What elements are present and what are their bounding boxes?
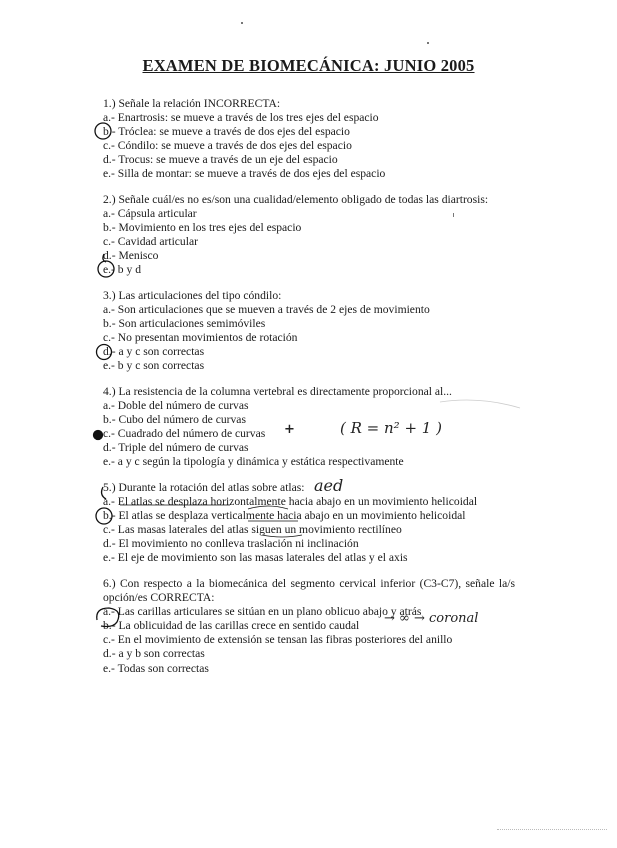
option-b: b.- Son articulaciones semimóviles [103, 317, 266, 331]
scan-speck [453, 213, 454, 217]
option-a: a.- Las carillas articulares se sitúan en un plano oblicuo abajo y atrás [103, 605, 422, 619]
option-e: e.- b y c son correctas [103, 359, 205, 373]
option-d: d.- a y b son correctas [103, 647, 205, 661]
option-e: e.- b y d [103, 263, 141, 277]
option-b: b.- El atlas se desplaza verticalmente hacia abajo en un movimiento helicoidal [103, 509, 466, 523]
handwritten-formula-note: ( R = n² + 1 ) [340, 419, 442, 437]
question-6 [103, 577, 603, 676]
question-1 [103, 97, 603, 182]
option-d: d.- a y c son correctas [103, 345, 205, 359]
option-c: c.- Cavidad articular [103, 235, 198, 249]
option-a: a.- El atlas se desplaza horizontalmente hacia abajo en un movimiento helicoidal [103, 495, 478, 509]
answer-dot-q4 [94, 431, 103, 440]
option-a: a.- Doble del número de curvas [103, 399, 249, 413]
option-e: e.- Todas son correctas [103, 661, 209, 675]
option-b: b.- Tróclea: se mueve a través de dos ejes del espacio [103, 125, 350, 139]
question-stem: 4.) La resistencia de la columna vertebral es directamente proporcional al... [103, 385, 452, 398]
option-c: c.- Cóndilo: se mueve a través de dos ejes del espacio [103, 139, 352, 153]
option-b: b.- Cubo del número de curvas [103, 413, 246, 427]
option-e: e.- Silla de montar: se mueve a través de dos ejes del espacio [103, 167, 386, 181]
option-d: d.- Triple del número de curvas [103, 441, 249, 455]
handwritten-q6-note: → ∞ → coronal [384, 611, 479, 626]
question-stem: 6.) Con respecto a la biomecánica del segmento cervical inferior (C3-C7), señale la/s opción/es CORRECTA: [103, 577, 515, 605]
option-b: b.- Movimiento en los tres ejes del espacio [103, 221, 302, 235]
question-stem: 1.) Señale la relación INCORRECTA: [103, 97, 281, 110]
question-stem: 2.) Señale cuál/es no es/son una cualidad/elemento obligado de todas las diartrosis: [103, 193, 489, 206]
option-e: e.- a y c según la tipología y dinámica y estática respectivamente [103, 455, 404, 469]
option-a: a.- Cápsula articular [103, 207, 197, 221]
question-2 [103, 193, 603, 278]
question-3 [103, 289, 603, 374]
option-d: d.- Trocus: se mueve a través de un eje del espacio [103, 153, 338, 167]
option-d: d.- El movimiento no conlleva traslación ni inclinación [103, 537, 359, 551]
option-b: b.- La oblicuidad de las carillas crece en sentido caudal [103, 619, 360, 633]
option-a: a.- Enartrosis: se mueve a través de los tres ejes del espacio [103, 111, 379, 125]
option-c: c.- Las masas laterales del atlas siguen un movimiento rectilíneo [103, 523, 402, 537]
question-stem: 3.) Las articulaciones del tipo cóndilo: [103, 289, 282, 302]
scan-edge-line [497, 829, 607, 830]
option-c: c.- No presentan movimientos de rotación [103, 331, 298, 345]
option-c: c.- Cuadrado del número de curvas [103, 427, 266, 441]
question-5 [103, 481, 603, 566]
scan-speck [241, 22, 243, 24]
option-e: e.- El eje de movimiento son las masas laterales del atlas y el axis [103, 551, 408, 565]
handwritten-plus-mark: + [284, 422, 295, 437]
option-a: a.- Son articulaciones que se mueven a través de 2 ejes de movimiento [103, 303, 430, 317]
option-c: c.- En el movimiento de extensión se tensan las fibras posteriores del anillo [103, 633, 453, 647]
exam-title: EXAMEN DE BIOMECÁNICA: JUNIO 2005 [142, 56, 475, 75]
scan-speck [427, 42, 429, 44]
handwritten-q5-note: aed [314, 476, 344, 495]
question-stem: 5.) Durante la rotación del atlas sobre atlas: [103, 481, 305, 494]
option-d: d.- Menisco [103, 249, 159, 263]
